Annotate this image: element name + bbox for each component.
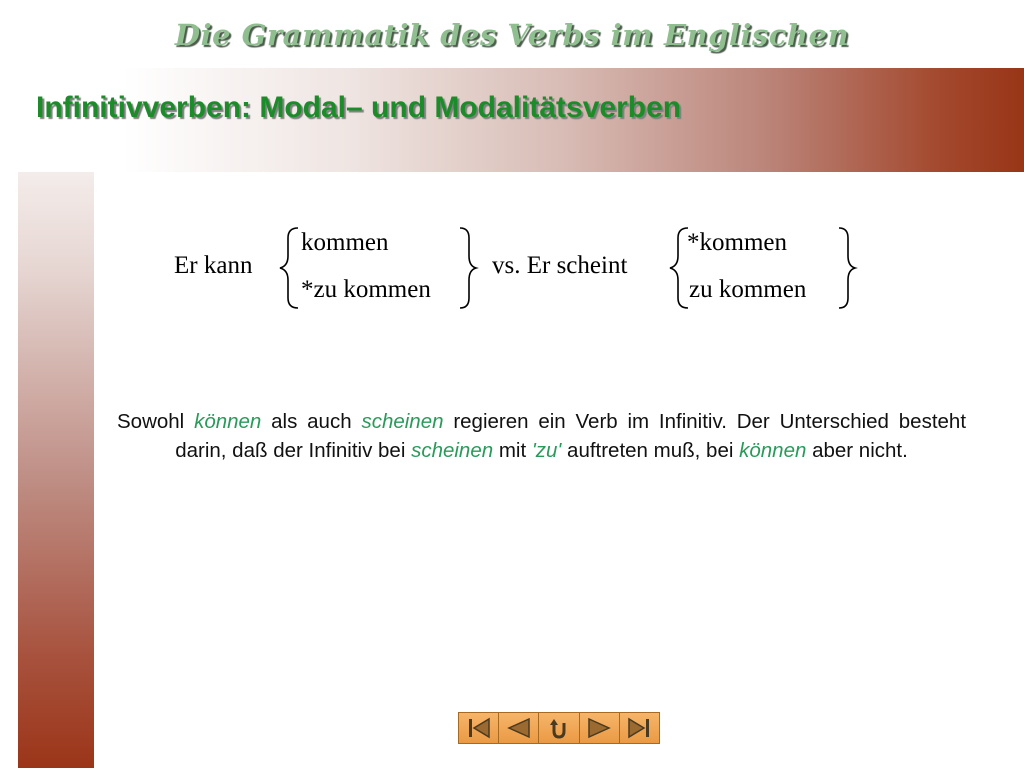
formula-subject-left: Er kann xyxy=(174,252,253,279)
skip-to-end-icon xyxy=(626,717,652,739)
triangle-right-icon xyxy=(586,717,612,739)
formula-right-option-1: *kommen xyxy=(687,229,787,256)
example-formula xyxy=(170,220,870,320)
u-turn-arrow-icon xyxy=(546,717,572,739)
left-brace-close xyxy=(460,228,476,308)
keyword-scheinen: scheinen xyxy=(361,410,444,433)
slide-heading: Infinitivverben: Modal– und Modalitätsverben xyxy=(36,91,682,124)
deck-title: Die Grammatik des Verbs im Englischen xyxy=(174,18,850,52)
keyword-zu: 'zu' xyxy=(531,439,562,462)
explanation-part: Sowohl xyxy=(117,410,195,433)
formula-right-option-2: zu kommen xyxy=(689,276,807,303)
last-slide-button[interactable] xyxy=(620,713,659,743)
explanation-text xyxy=(117,407,966,465)
triangle-left-icon xyxy=(506,717,532,739)
slide-navigation-bar xyxy=(458,712,660,744)
explanation-part: aber nicht. xyxy=(806,439,908,462)
formula-left-option-2: *zu kommen xyxy=(301,276,431,303)
keyword-koennen: können xyxy=(194,410,262,433)
right-brace-close xyxy=(839,228,855,308)
formula-left-option-1: kommen xyxy=(301,229,389,256)
keyword-scheinen: scheinen xyxy=(411,439,494,462)
explanation-part: als auch xyxy=(261,410,362,433)
right-brace-open xyxy=(670,228,688,308)
left-brace-open xyxy=(280,228,298,308)
formula-connector: vs. Er scheint xyxy=(492,252,628,279)
explanation-part: auftreten muß, bei xyxy=(561,439,740,462)
skip-to-start-icon xyxy=(466,717,492,739)
previous-slide-button[interactable] xyxy=(499,713,539,743)
first-slide-button[interactable] xyxy=(459,713,499,743)
next-slide-button[interactable] xyxy=(580,713,620,743)
return-button[interactable] xyxy=(539,713,579,743)
keyword-koennen: können xyxy=(739,439,807,462)
explanation-part: mit xyxy=(493,439,532,462)
explanation-part: regieren ein Verb im Infinitiv. Der Unterschied besteht darin, daß der Infinitiv bei xyxy=(175,410,967,462)
